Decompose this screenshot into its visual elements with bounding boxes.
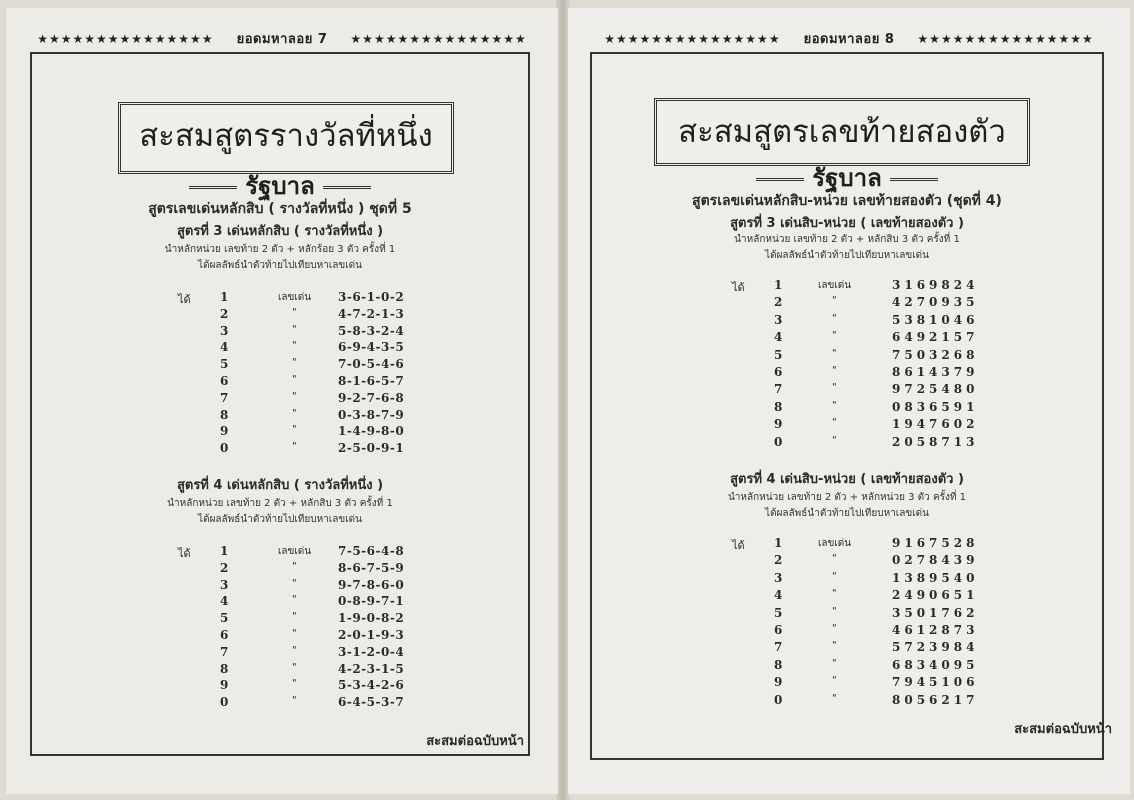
ditto-mark: "	[292, 306, 297, 318]
formula-3-desc-2: ได้ผลลัพธ์นำตัวท้ายไปเทียบหาเลขเด่น	[765, 250, 929, 261]
header-title: ยอดมหาลอย 7	[236, 32, 328, 47]
ditto-mark: "	[292, 611, 297, 623]
ditto-mark: "	[292, 695, 297, 707]
row-index: 1	[774, 536, 783, 550]
header-title: ยอดมหาลอย 8	[803, 32, 895, 47]
ditto-mark: "	[832, 312, 837, 324]
ditto-mark: "	[832, 347, 837, 359]
formula-3-desc-1: นำหลักหน่วย เลขท้าย 2 ตัว + หลักสิบ 3 ตัว ครั้งที่ 1	[734, 234, 960, 245]
number-value: 9-7-8-6-0	[338, 577, 405, 592]
kind-label: เลขเด่น	[818, 280, 852, 291]
ditto-mark: "	[292, 424, 297, 436]
ditto-mark: "	[292, 390, 297, 402]
number-value: 3501762	[892, 605, 979, 620]
row-index: 8	[220, 407, 229, 422]
ditto-mark: "	[292, 678, 297, 690]
page-subtitle: รัฐบาล	[245, 172, 315, 200]
row-index: 2	[774, 295, 783, 310]
row-index: 3	[220, 577, 229, 592]
number-value: 9-2-7-6-8	[338, 390, 405, 405]
number-value: 4-2-3-1-5	[338, 661, 405, 676]
ditto-mark: "	[832, 330, 837, 342]
header-stars-left: ★★★★★★★★★★★★★★★	[604, 32, 781, 46]
ditto-mark: "	[292, 577, 297, 589]
ditto-mark: "	[292, 628, 297, 639]
row-index: 0	[220, 441, 229, 456]
number-value: 2-5-0-9-1	[338, 441, 405, 456]
formula-4-desc-1: นำหลักหน่วย เลขท้าย 2 ตัว + หลักสิบ 3 ตัว ครั้งที่ 1	[167, 498, 393, 509]
row-index: 2	[220, 560, 229, 575]
formula-3-desc-1: นำหลักหน่วย เลขท้าย 2 ตัว + หลักร้อย 3 ตัว ครั้งที่ 1	[164, 244, 396, 255]
number-value: 2-0-1-9-3	[338, 628, 405, 642]
row-index: 9	[220, 678, 229, 693]
page-header	[568, 28, 1130, 49]
formula-4-desc-1: นำหลักหน่วย เลขท้าย 2 ตัว + หลักหน่วย 3 ตัว ครั้งที่ 1	[727, 492, 967, 503]
formula-3-desc-2: ได้ผลลัพธ์นำตัวท้ายไปเทียบหาเลขเด่น	[198, 260, 362, 271]
ditto-mark: "	[832, 588, 837, 600]
ditto-mark: "	[832, 382, 837, 394]
row-index: 3	[220, 323, 229, 338]
row-index: 4	[220, 340, 229, 355]
continue-footer: สะสมต่อฉบับหน้า	[426, 734, 524, 749]
row-index: 2	[774, 553, 783, 568]
number-value: 1389540	[892, 570, 979, 585]
row-index: 7	[220, 644, 229, 659]
ditto-mark: "	[292, 407, 297, 419]
formula-3-list	[732, 278, 1032, 454]
row-index: 4	[774, 588, 783, 603]
formula-4-list	[178, 544, 438, 716]
row-index: 1	[220, 544, 229, 558]
header-stars-right: ★★★★★★★★★★★★★★★	[917, 32, 1094, 46]
number-value: 5-8-3-2-4	[338, 323, 405, 338]
number-value: 7503268	[892, 347, 979, 362]
title-box	[118, 102, 454, 174]
ditto-mark: "	[832, 605, 837, 617]
ditto-mark: "	[292, 357, 297, 369]
row-index: 9	[220, 424, 229, 439]
row-index: 7	[774, 382, 783, 397]
row-index: 0	[774, 692, 783, 707]
ditto-mark: "	[292, 323, 297, 335]
continue-footer: สะสมต่อฉบับหน้า	[1014, 722, 1112, 737]
number-value: 3-6-1-0-2	[338, 290, 405, 304]
number-value: 5-3-4-2-6	[338, 678, 405, 693]
ditto-mark: "	[292, 594, 297, 606]
number-value: 8056217	[892, 692, 979, 707]
number-value: 0836591	[892, 399, 979, 414]
number-value: 7-5-6-4-8	[338, 544, 405, 558]
got-label: ได้	[732, 281, 745, 294]
page-title: สะสมสูตรเลขท้ายสองตัว	[678, 114, 1006, 150]
got-label: ได้	[178, 547, 191, 560]
formula-4-title: สูตรที่ 4 เด่นสิบ-หน่วย ( เลขท้ายสองตัว )	[730, 472, 964, 487]
row-index: 6	[220, 374, 229, 388]
set-title: สูตรเลขเด่นหลักสิบ ( รางวัลที่หนึ่ง ) ชุดที่ 5	[148, 201, 412, 217]
ditto-mark: "	[832, 295, 837, 307]
ditto-mark: "	[292, 441, 297, 453]
title-box	[654, 98, 1030, 166]
row-index: 7	[774, 640, 783, 655]
row-index: 8	[774, 657, 783, 672]
right-page	[568, 8, 1130, 794]
number-value: 8-1-6-5-7	[338, 374, 405, 388]
set-title: สูตรเลขเด่นหลักสิบ-หน่วย เลขท้ายสองตัว (ชุดที่ 4)	[692, 193, 1002, 209]
ditto-mark: "	[292, 374, 297, 385]
row-index: 3	[774, 570, 783, 585]
row-index: 5	[774, 347, 783, 362]
row-index: 1	[774, 278, 783, 292]
row-index: 6	[774, 623, 783, 637]
row-index: 0	[774, 434, 783, 449]
number-value: 1-4-9-8-0	[338, 424, 405, 439]
formula-3-list	[178, 290, 438, 462]
content-frame	[30, 52, 530, 756]
row-index: 2	[220, 306, 229, 321]
page-header	[6, 28, 558, 49]
number-value: 1-9-0-8-2	[338, 611, 405, 626]
subtitle-rule-right	[323, 186, 371, 189]
page-title: สะสมสูตรรางวัลที่หนึ่ง	[139, 118, 433, 154]
row-index: 4	[774, 330, 783, 345]
number-value: 6492157	[892, 330, 979, 345]
row-index: 8	[220, 661, 229, 676]
row-index: 1	[220, 290, 229, 304]
number-value: 8614379	[892, 365, 979, 379]
number-value: 5381046	[892, 312, 979, 327]
got-label: ได้	[178, 293, 191, 306]
number-value: 3169824	[892, 278, 979, 292]
row-index: 8	[774, 399, 783, 414]
row-index: 5	[220, 611, 229, 626]
number-value: 7-0-5-4-6	[338, 357, 405, 372]
ditto-mark: "	[832, 553, 837, 565]
number-value: 4-7-2-1-3	[338, 306, 405, 321]
row-index: 5	[220, 357, 229, 372]
left-page	[6, 8, 558, 794]
subtitle-rule-left	[189, 186, 237, 189]
number-value: 0-8-9-7-1	[338, 594, 405, 609]
formula-4-desc-2: ได้ผลลัพธ์นำตัวท้ายไปเทียบหาเลขเด่น	[198, 514, 362, 525]
number-value: 6-4-5-3-7	[338, 695, 405, 710]
row-index: 7	[220, 390, 229, 405]
number-value: 2490651	[892, 588, 979, 603]
ditto-mark: "	[832, 417, 837, 429]
ditto-mark: "	[832, 675, 837, 687]
ditto-mark: "	[832, 434, 837, 446]
formula-4-title: สูตรที่ 4 เด่นหลักสิบ ( รางวัลที่หนึ่ง )	[176, 478, 384, 493]
number-value: 4612873	[892, 623, 979, 637]
ditto-mark: "	[292, 560, 297, 572]
number-value: 1947602	[892, 417, 979, 432]
kind-label: เลขเด่น	[818, 538, 852, 549]
ditto-mark: "	[832, 640, 837, 652]
subtitle-rule-left	[756, 178, 804, 181]
ditto-mark: "	[832, 623, 837, 634]
number-value: 6834095	[892, 657, 979, 672]
formula-3-title: สูตรที่ 3 เด่นหลักสิบ ( รางวัลที่หนึ่ง )	[176, 224, 384, 239]
ditto-mark: "	[292, 644, 297, 656]
number-value: 5723984	[892, 640, 979, 655]
number-value: 8-6-7-5-9	[338, 560, 405, 575]
number-value: 0-3-8-7-9	[338, 407, 405, 422]
row-index: 6	[220, 628, 229, 642]
number-value: 3-1-2-0-4	[338, 644, 405, 659]
ditto-mark: "	[832, 570, 837, 582]
kind-label: เลขเด่น	[278, 292, 312, 303]
page-subtitle: รัฐบาล	[812, 164, 882, 192]
formula-4-list	[732, 536, 1032, 712]
number-value: 0278439	[892, 553, 979, 568]
subtitle-rule-right	[890, 178, 938, 181]
row-index: 9	[774, 417, 783, 432]
ditto-mark: "	[832, 692, 837, 704]
header-stars-right: ★★★★★★★★★★★★★★★	[350, 32, 527, 46]
kind-label: เลขเด่น	[278, 546, 312, 557]
ditto-mark: "	[292, 661, 297, 673]
row-index: 5	[774, 605, 783, 620]
row-index: 6	[774, 365, 783, 379]
ditto-mark: "	[292, 340, 297, 352]
row-index: 9	[774, 675, 783, 690]
number-value: 4270935	[892, 295, 979, 310]
content-frame	[590, 52, 1104, 760]
number-value: 2058713	[892, 434, 979, 449]
row-index: 4	[220, 594, 229, 609]
number-value: 6-9-4-3-5	[338, 340, 405, 355]
header-stars-left: ★★★★★★★★★★★★★★★	[37, 32, 214, 46]
row-index: 3	[774, 312, 783, 327]
formula-3-title: สูตรที่ 3 เด่นสิบ-หน่วย ( เลขท้ายสองตัว )	[730, 216, 964, 231]
ditto-mark: "	[832, 657, 837, 669]
number-value: 9167528	[892, 536, 979, 550]
number-value: 9725480	[892, 382, 979, 397]
got-label: ได้	[732, 539, 745, 552]
row-index: 0	[220, 695, 229, 710]
number-value: 7945106	[892, 675, 979, 690]
formula-4-desc-2: ได้ผลลัพธ์นำตัวท้ายไปเทียบหาเลขเด่น	[765, 508, 929, 519]
ditto-mark: "	[832, 365, 837, 376]
ditto-mark: "	[832, 399, 837, 411]
